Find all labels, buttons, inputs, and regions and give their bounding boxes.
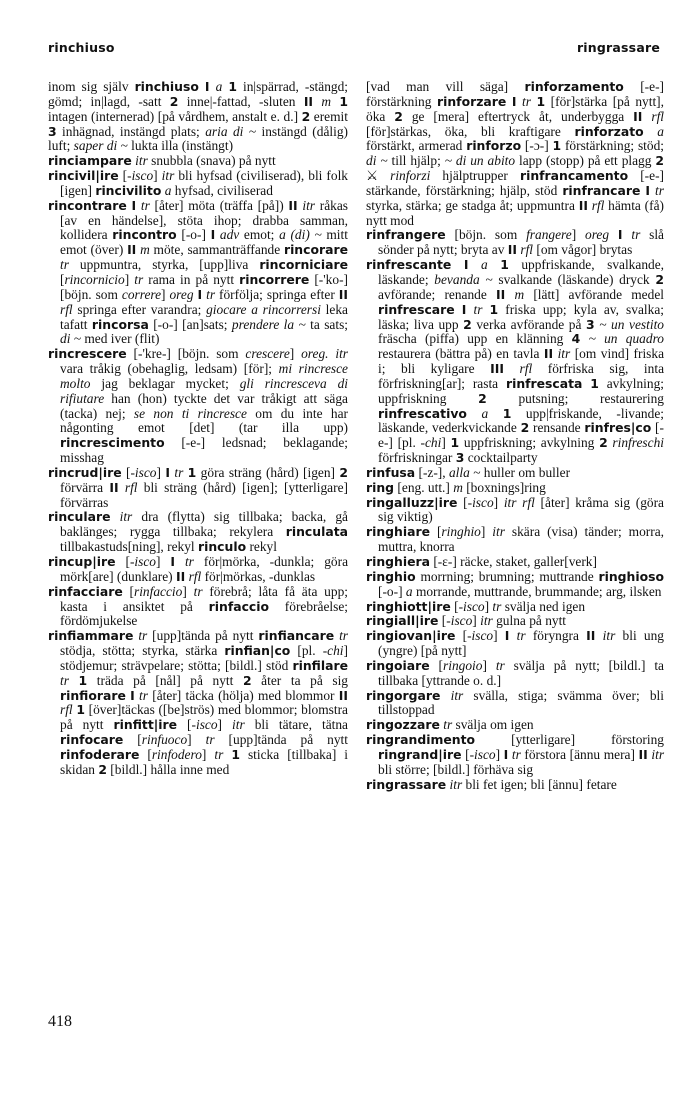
sense-number: II [176,568,186,584]
italic-text: a [466,405,489,421]
headword: rinforzamento [524,79,624,94]
italic-text: -isco [129,554,156,569]
dictionary-entry: rincrescere [-'kre-] [böjn. som crescere] oreg. itr vara tråkig (obehaglig, ledsam) [för]; mi rincresce molto jag beklagar mycket; gli rincresceva di rifiutare han (hon) tyckte det var tråkigt att säga (tacka) nej; se non ti rincresce om du inte har någonting emot [det] (tar illa upp) rincrescimento [-e-] ledsnad; beklagande; misshag [48,346,348,466]
sense-number: II [288,197,298,213]
italic-text: aria di ~ [205,123,257,139]
page-number: 418 [48,1013,72,1030]
sense-number: II [586,628,596,644]
headword: ringhio [366,568,416,584]
headword: ringiovan|ire [366,628,456,644]
headword: rinfian|co [224,643,291,659]
headword: ringozzare [366,717,440,733]
italic-text: ringoio [443,657,483,673]
sense-number: I [645,182,651,198]
italic-text: frangere [526,227,572,243]
italic-text: tr [508,746,521,762]
italic-text: -isco [191,717,218,733]
sense-number: II [507,242,518,258]
headword: rincrud|ire [48,464,122,480]
sense-number: II [338,286,348,302]
italic-text: rfl [60,301,73,317]
headword: rinchiuso [134,79,199,94]
headword: rincontro [112,227,177,243]
sense-number: 1 [78,672,88,688]
italic-text: rfl [642,108,665,124]
italic-text: rfl [118,479,138,495]
italic-text: itr [131,153,148,169]
italic-text: itr [110,509,133,525]
headword: rinforzare [437,93,507,109]
sense-number: I [204,79,210,94]
headword: rincup|ire [48,554,116,569]
italic-text: tr [205,732,215,748]
headword: ringhiare [366,524,430,540]
italic-text: tr [509,628,526,644]
italic-text: rinforzi [390,168,431,184]
italic-text: itr [161,168,175,184]
dictionary-entry: ringiovan|ire [-isco] I tr föryngra II itr bli ung (yngre) [på nytt] [366,628,664,659]
dictionary-entry: rincivil|ire [-isco] itr bli hyfsad (civiliserad), bli folk [igen] rincivilito a hyfsad, civiliserad [48,168,348,198]
italic-text: m [505,286,525,302]
italic-text: crescere [245,346,290,362]
italic-text: tr [175,554,194,569]
headword: rinforzato [574,123,644,139]
headword: rincorare [283,242,348,258]
italic-text: tr [134,271,144,287]
italic-text: oreg. itr [301,346,348,362]
headword: rinfusa [366,464,416,480]
headword: rinculare [48,509,111,525]
italic-text: ~ un quadro [588,331,664,347]
italic-text: a [643,123,665,139]
italic-text: di ~ [366,153,388,169]
sense-number: 3 [455,450,465,466]
italic-text: rinfodero [151,746,202,762]
headword: rincorsa [91,316,149,332]
sense-number: 2 [98,761,107,777]
italic-text: tr [650,182,664,198]
sense-number: 1 [228,79,237,94]
italic-text: itr [297,197,316,213]
italic-text: ringhio [441,524,481,540]
italic-text: rinfuoco [141,732,188,748]
sense-number: 1 [339,93,348,109]
dictionary-entry: inom sig själv rinchiuso I a 1 in|spärrad, -stängd; gömd; in|lagd, -satt 2 inne|-fattad, -sluten II m 1 intagen (internerad) [på vårdhem, anstalt e. d.] 2 eremit 3 inhägnad, instängd plats; aria di ~ instängd (dålig) luft; saper di ~ lukta illa (instängt) [48,79,348,154]
headword: rincorrere [239,271,310,287]
headword: ringrand|ire [378,746,462,762]
italic-text: tr [622,227,641,243]
sense-number: 2 [169,93,179,109]
italic-text: -isco [130,464,157,480]
headword: ringhiott|ire [366,598,451,614]
headword: rinfrescare [378,301,455,317]
sense-number: 1 [76,702,85,718]
italic-text: rfl [517,242,534,258]
sense-number: 2 [599,435,608,451]
headword: ringoiare [366,657,430,673]
italic-text: itr [492,524,505,540]
italic-text: tr [136,197,150,213]
headword: ringalluzz|ire [366,494,458,510]
headword: ring [366,479,395,495]
headword: rinfiorare [60,687,126,703]
sense-number: I [511,93,517,109]
italic-text: giocare a rincorrersi [206,301,321,317]
sense-number: I [131,197,137,213]
italic-text: tr [193,583,203,599]
headword: rinfrancare [562,182,641,198]
running-head-left: rinchiuso [48,40,115,55]
italic-text: itr [440,687,464,703]
headword: rinfitt|ire [113,717,178,733]
sense-number: II [638,746,648,762]
headword: rincrescimento [60,435,165,451]
sense-number: II [127,242,137,258]
italic-text: a [468,257,501,273]
sense-number: II [338,687,348,703]
sense-number: 1 [552,138,562,154]
headword: rinfrescante [366,257,452,273]
dictionary-entry: rincontrare I tr [åter] möta (träffa [på]) II itr råkas [av en händelse], stöta ihop; drabba samman, kollidera rincontro [-o-] I adv emot; a (di) ~ mitt emot (över) II m möte, sammanträffande rincorare tr uppmuntra, styrka, [upp]liva rincorniciare [rincornicio] tr rama in på nytt rincorrere [-'ko-] [böjn. som correre] oreg I tr förfölja; springa efter II rfl springa efter varandra; giocare a rincorrersi leka tafatt rincorsa [-o-] [an]sats; prendere la ~ ta sats; di ~ med iver (flit) [48,197,349,347]
italic-text: rinfaccio [134,583,183,599]
italic-text: tr [516,93,531,109]
headword: ringrandimento [366,732,476,748]
italic-text: prendere la ~ [231,316,306,332]
right-column [366,80,664,793]
italic-text: -isco [127,168,154,184]
sense-number: I [503,746,509,762]
left-column [48,80,348,778]
sense-number: 3 [48,123,57,139]
dictionary-entry: ringhiott|ire [-isco] tr svälja ned igen [366,598,586,614]
dictionary-entry: rinfusa [-z-], alla ~ huller om buller [366,464,571,480]
dictionary-entry: [vad man vill säga] rinforzamento [-e-] förstärkning rinforzare I tr 1 [för]stärka [på nytt], öka 2 ge [mera] eftertryck åt, underbygga II rfl [för]stärkas, öka, bli kraftigare rinforzato a förstärkt, armerad rinforzo [-ɔ-] 1 förstärkning; stöd; di ~ till hjälp; ~ di un abito lapp (stopp) på ett plagg 2 ⚔ rinforzi hjälptrupper rinfrancamento [-e-] stärkande, förstärkning; hjälp, stöd rinfrancare I tr styrka, stärka; ge stadga åt; uppmuntra II rfl hämta (få) nytt mod [366,79,665,228]
headword: rinfrescativo [378,405,467,421]
sense-number: 1 [489,301,499,317]
italic-text: -chi [322,643,344,659]
dictionary-entry: rinfiammare tr [upp]tända på nytt rinfiancare tr stödja, stötta; styrka, stärka rinfian|co [pl. -chi] stödjemur; strävpelare; stötta; [bildl.] stöd rinfilare tr 1 träda på [nål] på nytt 2 åter ta på sig rinfiorare I tr [åter] täcka (hölja) med blommor II rfl 1 [över]täckas ([be]strös) med blommor; blomstra på nytt rinfitt|ire [-isco] itr bli tätare, tätna rinfocare [rinfuoco] tr [upp]tända på nytt rinfoderare [rinfodero] tr 1 sticka [tillbaka] i skidan 2 [bildl.] hålla inne med [48,628,348,777]
sense-number: I [210,227,216,243]
headword: rinciampare [48,153,132,169]
sense-number: 1 [590,375,599,391]
italic-text: a [405,583,413,599]
headword: rincivilito [95,182,162,198]
italic-text: itr [647,746,665,762]
italic-text: itr [446,776,463,792]
italic-text: m [313,93,340,109]
headword: rinfrangere [366,227,446,243]
italic-text: itr [553,346,571,362]
dictionary-entry: rincup|ire [-isco] I tr för|mörka, -dunkla; göra mörk[are] (dunklare) II rfl för|mörkas, -dunklas [48,554,349,584]
headword: rinforzo [466,138,522,154]
headword: rincrescere [48,346,127,362]
sense-number: I [463,257,469,273]
dictionary-entry: ringrassare itr bli fet igen; bli [ännu] fetare [366,776,617,792]
sense-number: 1 [536,93,546,109]
sense-number: I [461,301,467,317]
italic-text: tr [492,598,502,614]
sense-number: II [496,286,506,302]
italic-text: rfl [60,702,73,718]
headword: rinculata [285,524,348,540]
italic-text: saper di ~ [73,138,128,154]
italic-text: tr [60,672,69,688]
italic-text: m [453,479,463,495]
sense-number: I [170,554,176,569]
sense-number: 2 [242,672,252,688]
sense-number: II [578,197,588,213]
sense-number: 4 [571,331,581,347]
dictionary-entry: rincrud|ire [-isco] I tr 1 göra sträng (hård) [igen] 2 förvärra II rfl bli sträng (hård) [igen]; [ytterligare] förvärras [48,464,349,510]
italic-text: -isco [446,613,473,629]
italic-text: adv [215,227,240,243]
headword: ringorgare [366,687,441,703]
italic-text: -isco [458,598,485,614]
dictionary-entry: rinfrescante I a 1 uppfriskande, svalkande, läskande; bevanda ~ svalkande (läskande) dryck 2 avförande; renande II m [lätt] avförande medel rinfrescare I tr 1 friska upp; kyla av, svalka; läska; liva upp 2 verka avförande på 3 ~ un vestito fräscha (piffa) upp en klänning 4 ~ un quadro restaurera (bättra på) en tavla II itr [om vind] friska i; bli kyligare III rfl förfriska sig, inta förfriskning[ar]; rasta rinfrescata 1 avkylning; uppfriskning 2 putsning; restaurering rinfrescativo a 1 upp|friskande, -livande; läskande, vederkvickande 2 rensande rinfres|co [-e-] [pl. -chi] 1 uppfriskning; avkylning 2 rinfreschi förfriskningar 3 cocktailparty [366,257,665,466]
headword: rinfres|co [584,420,652,436]
headword: rinculo [197,539,247,555]
headword: rinfrancamento [519,168,629,184]
sense-number: 2 [520,420,530,436]
italic-text: tr [169,464,184,480]
italic-text: itr [480,613,493,629]
headword: rinfilare [292,657,348,673]
sense-number: 2 [655,153,664,169]
headword: rincontrare [48,197,127,213]
sense-number: II [109,479,119,495]
sense-number: II [303,93,314,109]
sense-number: 1 [502,405,512,421]
dictionary-entry: ringalluzz|ire [-isco] itr rfl [åter] kråma sig (göra sig viktig) [366,494,664,525]
dictionary-entry: rinfrangere [böjn. som frangere] oreg I tr slå sönder på nytt; bryta av II rfl [om vågor] brytas [366,227,664,258]
dictionary-entry: ringoiare [ringoio] tr svälja på nytt; [bildl.] ta tillbaka [yttrande o. d.] [366,657,665,688]
italic-text: tr [202,286,216,302]
sense-number: 3 [586,316,595,332]
italic-text: rfl [503,361,533,377]
dictionary-entry: ringhiare [ringhio] itr skära (visa) tänder; morra, muttra, knorra [366,524,664,555]
headword: rincorniciare [259,257,348,273]
dictionary-entry: ringhiera [-ε-] räcke, staket, galler[verk] [366,554,597,569]
sense-number: 2 [394,108,403,124]
sense-number: I [197,286,203,302]
sense-number: 2 [463,316,472,332]
sense-number: II [633,108,643,124]
italic-text: bevanda ~ [434,271,493,287]
headword: rinfocare [60,732,124,748]
italic-text: m [136,242,150,258]
italic-text: rincornicio [64,271,125,287]
dictionary-entry: ring [eng. utt.] m [boxnings]ring [366,479,546,495]
sense-number: II [543,346,554,362]
italic-text: -chi [420,435,442,451]
sense-number: I [165,464,170,480]
headword: ringhioso [598,568,664,584]
dictionary-entry: rinfacciare [rinfaccio] tr förebrå; låta få äta upp; kasta i ansiktet på rinfaccio förebråelse; fördömjukelse [48,583,349,629]
italic-text: tr [214,746,224,762]
italic-text: rfl [587,197,605,213]
italic-text: itr rfl [503,494,535,510]
italic-text: oreg [169,286,194,302]
sense-number: 1 [231,746,240,762]
sense-number: 2 [339,464,349,480]
dictionary-entry: ringiall|ire [-isco] itr gulna på nytt [366,613,567,629]
sense-number: 1 [500,257,509,273]
italic-text: tr [466,301,483,317]
headword: ringrassare [366,776,447,792]
sense-number: I [504,628,510,644]
italic-text: oreg [585,227,610,243]
headword: ringhiera [366,554,430,569]
dictionary-entry: ringorgare itr svälla, stiga; svämma över; bli tillstoppad [366,687,664,718]
italic-text: tr [133,628,148,644]
headword: rincivil|ire [48,168,119,184]
running-head-right: ringrassare [576,40,660,55]
italic-text: alla ~ [448,464,481,480]
italic-text: ~ un vestito [599,316,664,332]
sense-number: 1 [450,435,460,451]
italic-text: correre [121,286,162,302]
headword: rinfaccio [208,598,270,614]
italic-text: ~ di un abito [444,153,516,169]
italic-text: se non ti rincresce [133,405,247,421]
italic-text: tr [334,628,348,644]
italic-text: di ~ [60,331,82,347]
italic-text: tr [439,717,453,733]
headword: ringiall|ire [366,613,439,629]
italic-text: tr [134,687,148,703]
dictionary-entry: rinciampare itr snubbla (snava) på nytt [48,153,276,169]
dictionary-entry: rinculare itr dra (flytta) sig tillbaka; backa, gå baklänges; rygga tillbaka; rekylera rinculata tillbakastuds[ning], rekyl rinculo rekyl [48,509,348,555]
headword: rinfoderare [60,746,140,762]
italic-text: rfl [185,568,202,584]
dictionary-entry: ringrandimento [ytterligare] förstoring ringrand|ire [-isco] I tr förstora [ännu mera] II itr bli större; [bildl.] förhäva sig [366,732,665,777]
headword: rinfiammare [48,628,134,644]
italic-text: a [161,182,172,198]
dictionary-entry: ringozzare tr svälja om igen [366,717,534,733]
italic-text: tr [495,657,505,673]
italic-text: itr [595,628,616,644]
italic-text: rinfreschi [607,435,664,451]
italic-text: -isco [469,746,496,762]
sense-number: 2 [478,390,487,406]
italic-text: -isco [467,494,494,510]
sense-number: 2 [301,108,311,124]
sense-number: I [130,687,135,703]
italic-text: gli rincresceva di rifiutare [60,375,348,406]
italic-text: mi rincresce molto [60,361,348,391]
dictionary-entry: ringhio morrning; brumning; muttrande ringhioso [-o-] a morrande, muttrande, brummande; arg, ilsken [366,568,664,599]
headword: rinfacciare [48,583,123,599]
headword: rinfiancare [258,628,335,644]
sense-number: 1 [187,464,197,480]
sense-number: III [490,361,504,377]
headword: rinfrescata [505,375,583,391]
italic-text: -isco [467,628,494,644]
italic-text: itr [232,717,245,733]
sense-number: 2 [655,271,664,287]
italic-text: a [209,79,229,94]
sense-number: I [617,227,623,243]
italic-text: a (di) ~ [279,227,322,243]
italic-text: tr [60,257,69,273]
